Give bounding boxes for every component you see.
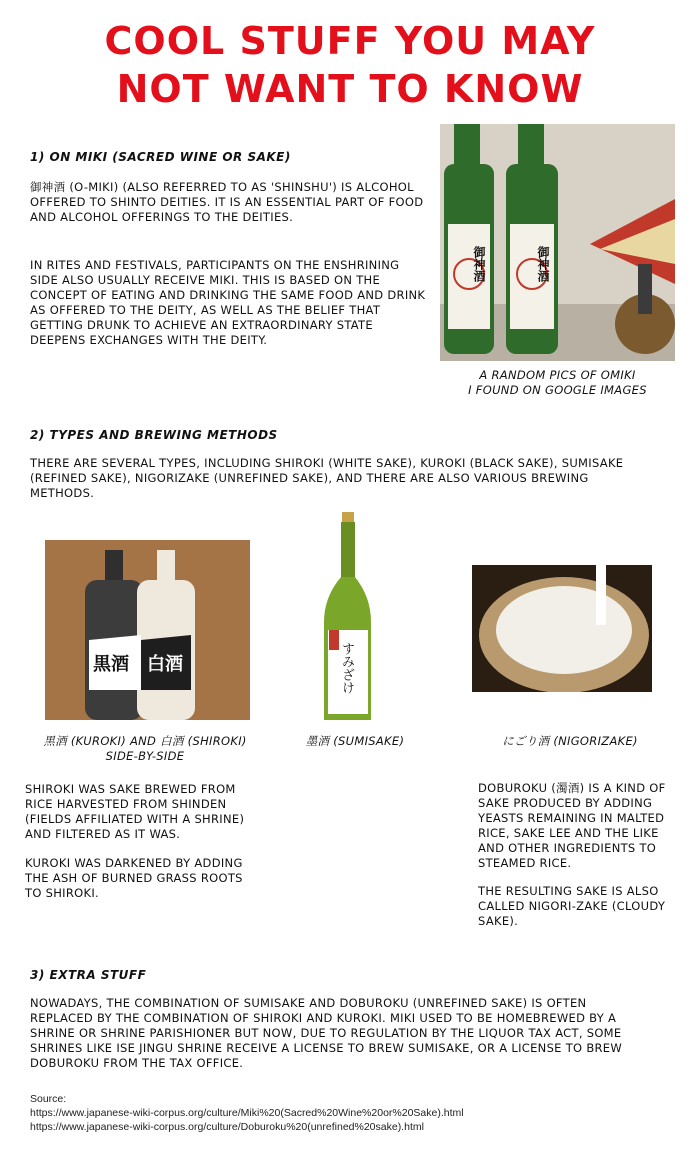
kuroki-bottle-label: 黒酒 [93, 654, 129, 675]
source-link-doburoku[interactable]: https://www.japanese-wiki-corpus.org/culture/Doburoku%20(unrefined%20sake).html [30, 1121, 424, 1133]
section3-heading: 3) EXTRA STUFF [30, 968, 147, 982]
omiki-bottle-label-left: 御神酒 [472, 246, 486, 282]
section1-para2: IN RITES AND FESTIVALS, PARTICIPANTS ON THE ENSHRINING SIDE ALSO USUALLY RECEIVE MIKI. THIS IS BASED ON THE CONCEPT OF EATING AND DRINKING THE SAME FOOD AND DRINK AS OFFERED TO THE DEITY, AS WELL AS THE BELIEF THAT GETTING DRUNK TO ACHIEVE AN EXTRAORDINARY STATE DEEPENS EXCHANGES WITH THE DEITY. [30, 258, 426, 347]
nigorizake-photo [472, 565, 652, 692]
section1-heading: 1) ON MIKI (SACRED WINE OR SAKE) [30, 150, 291, 164]
kuroki-shiroki-caption-line1: 黒酒 (KUROKI) AND 白酒 (SHIROKI) [43, 734, 247, 748]
nigori-zake-description: THE RESULTING SAKE IS ALSO CALLED NIGORI-ZAKE (CLOUDY SAKE). [478, 884, 666, 928]
kuroki-shiroki-photo [45, 540, 250, 720]
shiroki-description: SHIROKI WAS SAKE BREWED FROM RICE HARVESTED FROM SHINDEN (FIELDS AFFILIATED WITH A SHRINE) AND FILTERED AS IT WAS. [25, 782, 245, 841]
omiki-bottle-label-right: 御神酒 [536, 246, 550, 282]
source-link-miki[interactable]: https://www.japanese-wiki-corpus.org/culture/Miki%20(Sacred%20Wine%20or%20Sake).html [30, 1107, 464, 1119]
section2-heading: 2) TYPES AND BREWING METHODS [30, 428, 278, 442]
shiroki-bottle-label: 白酒 [147, 654, 183, 675]
page-title-line2: NOT WANT TO KNOW [116, 67, 584, 111]
nigorizake-caption: にごり酒 (NIGORIZAKE) [502, 734, 638, 748]
sumisake-caption: 墨酒 (SUMISAKE) [305, 734, 405, 748]
omiki-photo [440, 124, 675, 361]
section3-para: NOWADAYS, THE COMBINATION OF SUMISAKE AND DOBUROKU (UNREFINED SAKE) IS OFTEN REPLACED BY THE COMBINATION OF SHIROKI AND KUROKI. MIKI USED TO BE HOMEBREWED BY A SHRINE OR SHRINE PARISHIONER BUT NOW, DUE TO REGULATION BY THE LIQUOR TAX ACT, SOME SHRINES LIKE ISE JINGU SHRINE RECEIVE A LICENSE TO BREW SUMISAKE, OR A LICENSE TO BREW DOBUROKU FROM THE TAX OFFICE. [30, 996, 623, 1070]
sumisake-bottle-photo [320, 512, 375, 722]
omiki-caption-line2: I FOUND ON GOOGLE IMAGES [468, 383, 647, 397]
sumisake-label: すみざけ [339, 642, 354, 694]
omiki-caption-line1: A RANDOM PICS OF OMIKI [479, 368, 636, 382]
doburoku-description: DOBUROKU (濁酒) IS A KIND OF SAKE PRODUCED BY ADDING YEASTS REMAINING IN MALTED RICE, SAKE LEE AND THE LIKE AND OTHER INGREDIENTS TO STEAMED RICE. [478, 781, 666, 870]
source-label: Source: [30, 1093, 67, 1105]
kuroki-shiroki-caption-line2: SIDE-BY-SIDE [105, 749, 185, 763]
section1-para1: 御神酒 (O-MIKI) (ALSO REFERRED TO AS 'SHINSHU') IS ALCOHOL OFFERED TO SHINTO DEITIES. IT IS AN ESSENTIAL PART OF FOOD AND ALCOHOL OFFERINGS TO THE DEITIES. [30, 180, 424, 224]
page-title-line1: COOL STUFF YOU MAY [104, 19, 596, 63]
section2-para: THERE ARE SEVERAL TYPES, INCLUDING SHIROKI (WHITE SAKE), KUROKI (BLACK SAKE), SUMISAKE (REFINED SAKE), NIGORIZAKE (UNREFINED SAKE), AND THERE ARE ALSO VARIOUS BREWING METHODS. [30, 456, 624, 500]
kuroki-description: KUROKI WAS DARKENED BY ADDING THE ASH OF BURNED GRASS ROOTS TO SHIROKI. [25, 856, 243, 900]
